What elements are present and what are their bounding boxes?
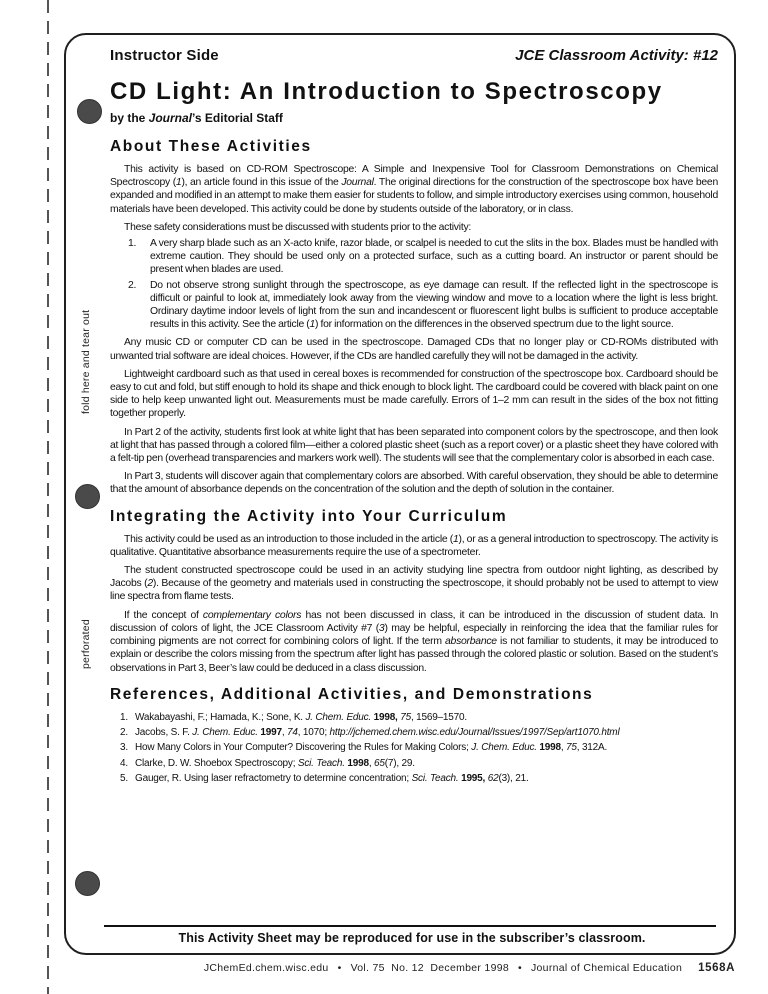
safety-intro: These safety considerations must be discussed with students prior to the activity: [124, 221, 472, 233]
bullet-separator: • [518, 962, 522, 974]
reference-text: Clarke, D. W. Shoebox Spectroscopy; Sci. Teach. 1998, 65(7), 29. [135, 757, 415, 769]
activity-number-label: JCE Classroom Activity: #12 [515, 47, 718, 64]
references-list [120, 711, 718, 786]
section-heading-references: References, Additional Activities, and Demonstrations [110, 685, 594, 703]
page-footer [204, 962, 735, 974]
byline: by the Journal’s Editorial Staff [110, 111, 283, 125]
reference-item-4 [120, 757, 718, 771]
section-heading-integrating: Integrating the Activity into Your Curriculum [110, 507, 508, 525]
reference-item-3 [120, 741, 718, 755]
footer-journal: Journal of Chemical Education [530, 962, 683, 974]
item-text: Do not observe strong sunlight through the spectroscope, as eye damage can result. If the reflected light in the spectroscope is difficult or painful to look at, immediately look away from the viewing window and move to a location where the light is less bright. Ordinary daytime indoor levels of light from the sun and incandescent or fluorescent light bulbs is sufficient to produce acceptable results in this activity. See the article (1) for information on the differences in the observed spectrum due to the light source. [150, 279, 718, 331]
footer-issue: Vol. 75 No. 12 December 1998 [350, 962, 509, 974]
item-number: 3. [120, 742, 128, 754]
reference-item-5 [120, 772, 718, 786]
hole-punch-icon [75, 484, 100, 509]
perforated-label: perforated [80, 619, 92, 669]
item-number: 5. [120, 772, 128, 784]
reference-text: Gauger, R. Using laser refractometry to determine concentration; Sci. Teach. 1995, 62(3), 21. [135, 772, 529, 784]
paragraph-cds: Any music CD or computer CD can be used in the spectroscope. Damaged CDs that no longer play or CD-ROMs distributed with unwanted trial software are ideal choices. However, if the CDs are handled carefully they will not be damaged in the activity. [110, 337, 718, 362]
reference-text: How Many Colors in Your Computer? Discovering the Rules for Making Colors; J. Chem. Educ. 1998, 75, 312A. [135, 742, 608, 754]
sheet-header [110, 47, 718, 64]
divider [104, 925, 716, 927]
paragraph-intro: This activity is based on CD-ROM Spectroscope: A Simple and Inexpensive Tool for Classroom Demonstrations on Chemical Spectroscopy (1), an article found in this issue of the Journal. The original directions for the construction of the spectroscope box have been expanded and modified in an attempt to make them easier for students to follow, and simple introductory exercises using common, household materials have been developed. This activity could be done by students outside of the laboratory, or in class. [110, 164, 718, 215]
item-number: 2. [128, 279, 137, 291]
paragraph-part3: In Part 3, students will discover again that complementary colors are absorbed. With careful observation, they should be able to determine that the amount of absorbance depends on the concentration of the solution and the depth of solution in the container. [110, 471, 718, 496]
fold-here-label: fold here and tear out [80, 309, 92, 414]
reference-item-2 [120, 726, 718, 740]
section-heading-about: About These Activities [110, 138, 312, 155]
paragraph-integrating-3: If the concept of complementary colors has not been discussed in class, it can be introduced in the discussion of student data. In discussion of colors of light, the JCE Classroom Activity #7 (3) may be helpful, especially in reinforcing the idea that the familiar rules for combining pigments are not correct for combining colors of light. If the term absorbance is not familiar to students, it may be introduced to explain or describe the colors missing from the spectrum after light has passed through the colored plastic or solution. Based on the student’s observations in Part 3, Beer’s law could be deduced in a class discussion. [110, 609, 718, 674]
instructor-side-label: Instructor Side [110, 47, 219, 64]
page-title: CD Light: An Introduction to Spectroscopy [110, 78, 663, 105]
paragraph-cardboard: Lightweight cardboard such as that used in cereal boxes is recommended for construction of the spectroscope box. Cardboard should be easy to cut and fold, but stiff enough to hold its shape and thick enough to block light. The cardboard could be covered with black paint on one side to help keep unwanted light out. Measurements must be made carefully. Errors of 1–2 mm can result in the sides of the box not fitting together properly. [110, 368, 718, 420]
item-number: 1. [120, 711, 128, 723]
item-number: 2. [120, 727, 128, 738]
paragraph-integrating-2: The student constructed spectroscope could be used in an activity studying line spectra from outdoor night lighting, as described by Jacobs (2). Because of the geometry and materials used in constructing the spectroscope, it should probably not be used to attempt to view line spectra from flame tests. [110, 565, 719, 603]
item-text: A very sharp blade such as an X-acto knife, razor blade, or scalpel is needed to cut the slits in the box. Blades must be handled with extreme caution. They should be used only on a protected surface, such as a cutting board. An instructor or parent should be present when blades are used. [150, 238, 718, 276]
reference-text: Wakabayashi, F.; Hamada, K.; Sone, K. J. Chem. Educ. 1998, 75, 1569–1570. [135, 711, 467, 723]
footer-site: JChemEd.chem.wisc.edu [203, 962, 329, 974]
paragraph-part2: In Part 2 of the activity, students first look at white light that has been separated into component colors by the spectroscope, and then look at light that has passed through a colored film—either a colored plastic sheet (such as a report cover) or a plastic sheet they have colored with a felt-tip pen (overhead transparencies and markers work well). The students will see that the complementary color is absorbed in each case. [110, 426, 718, 465]
safety-item-2 [128, 279, 718, 332]
item-number: 4. [120, 757, 128, 769]
reference-item-1 [120, 711, 718, 725]
footer-page-number: 1568A [698, 962, 735, 974]
activity-sheet [64, 33, 736, 955]
hole-punch-icon [75, 871, 100, 896]
reproduction-notice: This Activity Sheet may be reproduced for use in the subscriber’s classroom. [178, 931, 646, 945]
bullet-separator: • [337, 962, 342, 974]
safety-list [128, 237, 718, 331]
item-number: 1. [128, 238, 137, 250]
hole-punch-icon [77, 99, 102, 124]
safety-item-1 [128, 237, 718, 277]
tear-line [47, 0, 49, 994]
sheet-content [66, 35, 734, 925]
paragraph-integrating-1: This activity could be used as an introduction to those included in the article (1), or as a general introduction to spectroscopy. The activity is qualitative. Quantitative absorbance measurements require the use of a spectrometer. [110, 533, 718, 558]
sheet-footer [66, 925, 734, 953]
reference-text: Jacobs, S. F. J. Chem. Educ. 1997, 74, 1070; http://jchemed.chem.wisc.edu/Journal/Issues/1997/Sep/art1070.html [135, 727, 620, 738]
